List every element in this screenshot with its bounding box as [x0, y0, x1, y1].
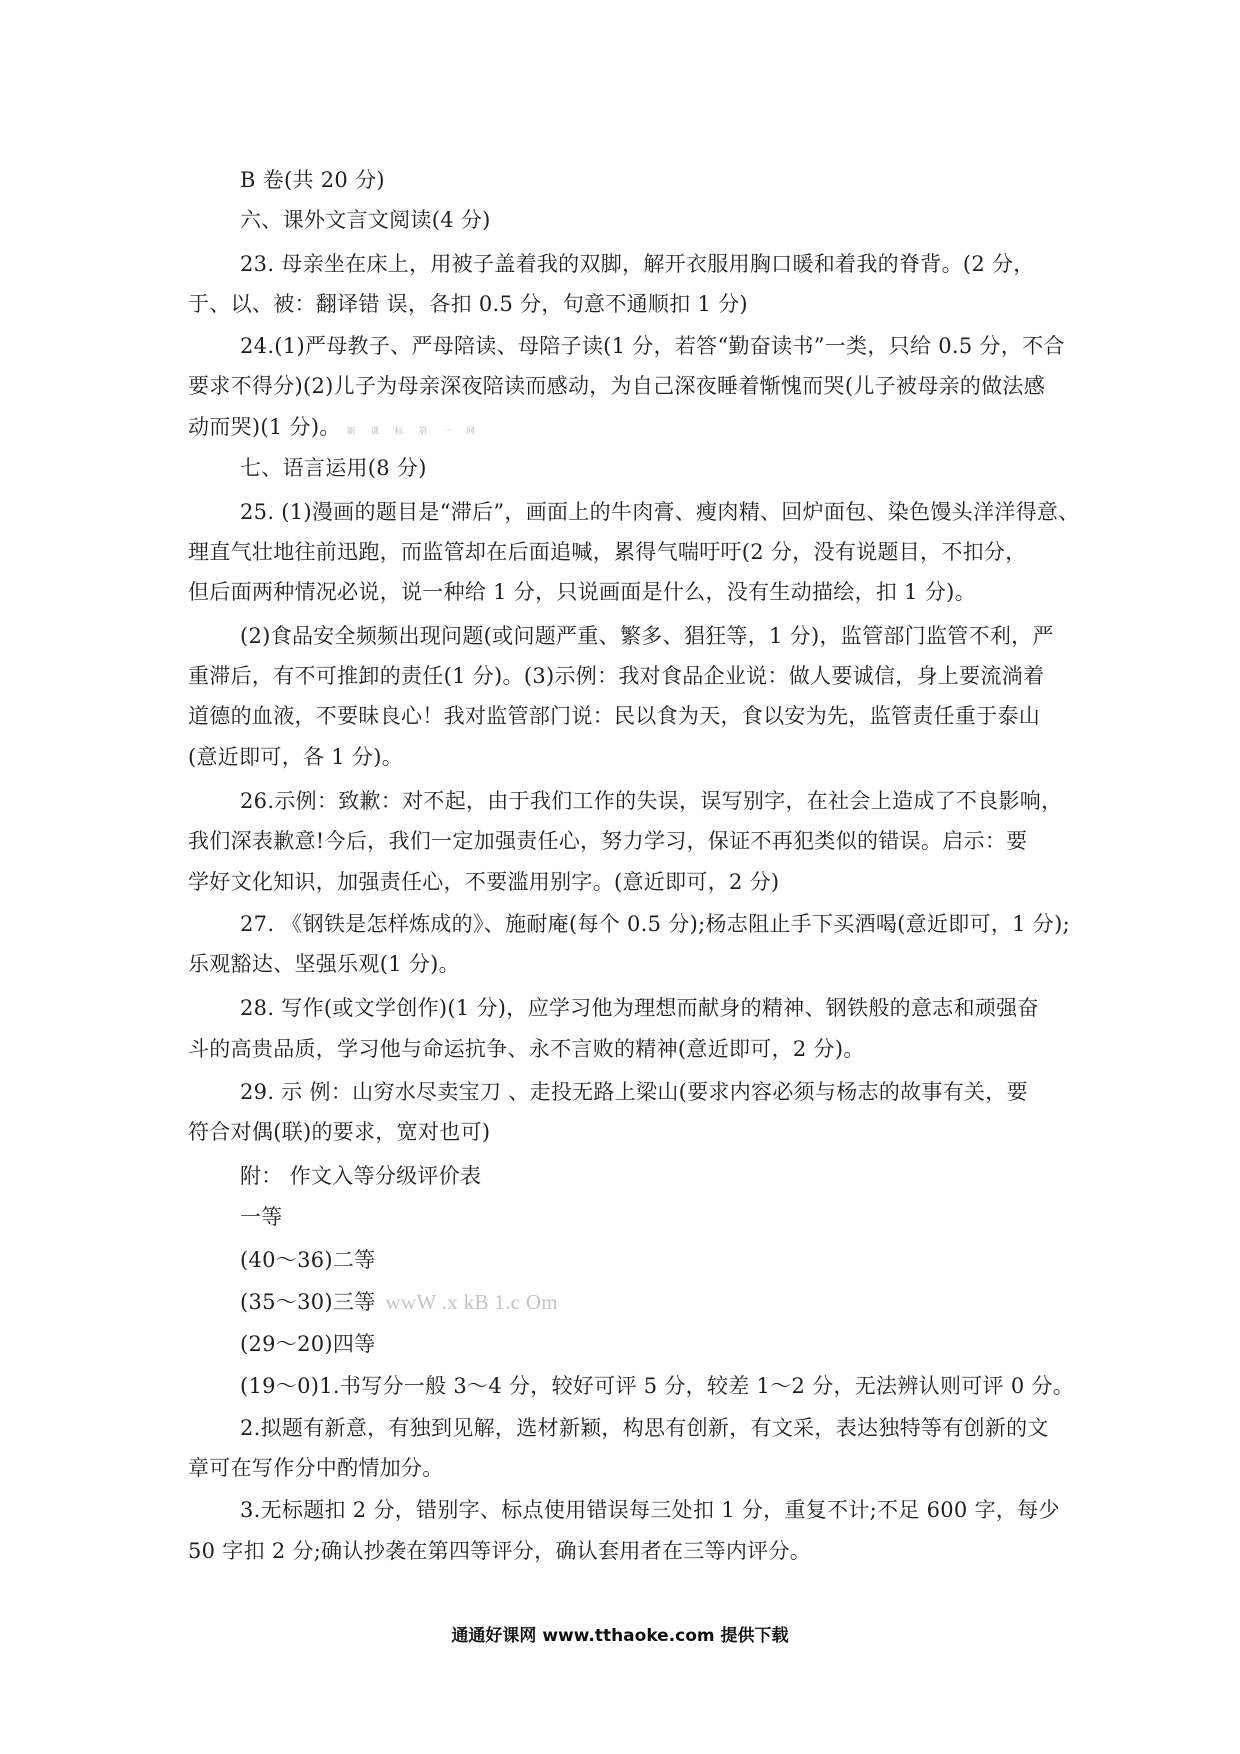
footer-credit: 通通好课网 www.tthaoke.com 提供下载: [451, 1626, 789, 1646]
answer-23-line-1: 23. 母亲坐在床上，用被子盖着我的双脚，解开衣服用胸口暖和着我的脊背。(2 分，: [240, 252, 1035, 276]
answer-23-line-2: 于、以、被：翻译错 误，各扣 0.5 分，句意不通顺扣 1 分): [188, 292, 748, 316]
grade-3-text: (35～30)三等: [240, 1290, 376, 1314]
grade-1: 一等: [240, 1205, 283, 1229]
rule-2-line-2: 章可在写作分中酌情加分。: [188, 1456, 444, 1480]
answer-25-line-6: 道德的血液，不要昧良心！我对监管部门说：民以食为天，食以安为先，监管责任重于泰山: [188, 704, 1040, 728]
rule-2-line-1: 2.拟题有新意，有独到见解，选材新颖，构思有创新，有文采，表达独特等有创新的文: [240, 1416, 1049, 1440]
rule-3-line-1: 3.无标题扣 2 分，错别字、标点使用错误每三处扣 1 分，重复不计;不足 600 字，每少: [240, 1498, 1060, 1522]
answer-24-line-2: 要求不得分)(2)儿子为母亲深夜陪读而感动，为自己深夜睡着惭愧而哭(儿子被母亲的做法感: [188, 374, 1046, 398]
answer-29-line-2: 符合对偶(联)的要求，宽对也可): [188, 1120, 491, 1144]
appendix-title: 附： 作文入等分级评价表: [240, 1164, 482, 1188]
section-b-title: B 卷(共 20 分): [240, 168, 385, 192]
answer-24-line-3-text: 动而哭)(1 分)。: [188, 415, 341, 439]
answer-26-line-1: 26.示例：致歉：对不起，由于我们工作的失误，误写别字，在社会上造成了不良影响，: [240, 789, 1063, 813]
rule-3-line-2: 50 字扣 2 分;确认抄袭在第四等评分，确认套用者在三等内评分。: [188, 1539, 812, 1563]
section-6-heading: 六、课外文言文阅读(4 分): [240, 208, 491, 232]
answer-26-line-2: 我们深表歉意!今后，我们一定加强责任心，努力学习，保证不再犯类似的错误。启示：要: [188, 829, 1028, 853]
section-7-heading: 七、语言运用(8 分): [240, 456, 427, 480]
answer-29-line-1: 29. 示 例：山穷水尽卖宝刀 、走投无路上梁山(要求内容必须与杨志的故事有关，要: [240, 1080, 1028, 1104]
answer-24-line-3: [188, 411, 481, 441]
grade-4: (29～20)四等: [240, 1332, 376, 1356]
answer-27-line-1: 27. 《钢铁是怎样炼成的》、施耐庵(每个 0.5 分);杨志阻止手下买酒喝(意近即可，1 分);: [240, 912, 1070, 936]
answer-25-line-1: 25. (1)漫画的题目是“滞后”，画面上的牛肉膏、瘦肉精、回炉面包、染色馒头洋洋得意、: [240, 500, 1080, 524]
answer-28-line-2: 斗的高贵品质，学习他与命运抗争、永不言败的精神(意近即可，2 分)。: [188, 1037, 865, 1061]
answer-25-line-7: (意近即可，各 1 分)。: [188, 745, 403, 769]
answer-25-line-5: 重滞后，有不可推卸的责任(1 分)。(3)示例：我对食品企业说：做人要诚信，身上要流淌着: [188, 664, 1045, 688]
answer-24-line-1: 24.(1)严母教子、严母陪读、母陪子读(1 分，若答“勤奋读书”一类，只给 0.5 分，不合: [240, 334, 1065, 358]
answer-25-line-2: 理直气壮地往前迅跑，而监管却在后面追喊，累得气喘吁吁(2 分，没有说题目，不扣分，: [188, 540, 1027, 564]
grade-3: [240, 1286, 558, 1316]
answer-25-line-3: 但后面两种情况必说，说一种给 1 分，只说画面是什么，没有生动描绘，扣 1 分)。: [188, 580, 976, 604]
watermark-url: wwW .x kB 1.c Om: [385, 1290, 558, 1314]
watermark-small: 新 课 标 第 一 网: [346, 427, 481, 437]
grade-2: (40～36)二等: [240, 1248, 376, 1272]
rule-1: (19～0)1.书写分一般 3～4 分，较好可评 5 分，较差 1～2 分，无法辨认则可评 0 分。: [240, 1374, 1075, 1398]
answer-26-line-3: 学好文化知识，加强责任心，不要滥用别字。(意近即可，2 分): [188, 870, 780, 894]
answer-25-line-4: (2)食品安全频频出现问题(或问题严重、繁多、猖狂等，1 分)，监管部门监管不利，严: [240, 624, 1054, 648]
answer-27-line-2: 乐观豁达、坚强乐观(1 分)。: [188, 952, 460, 976]
answer-28-line-1: 28. 写作(或文学创作)(1 分)，应学习他为理想而献身的精神、钢铁般的意志和顽强奋: [240, 996, 1039, 1020]
